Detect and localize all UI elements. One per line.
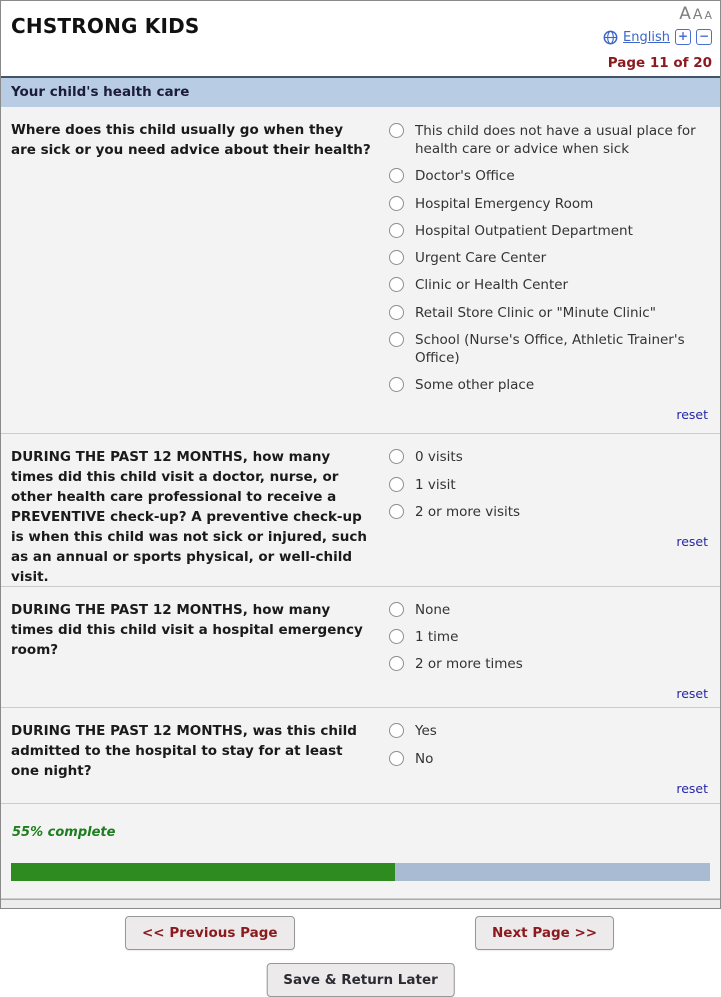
radio-button-icon[interactable] xyxy=(389,656,404,671)
question-text: Where does this child usually go when they are sick or you need advice about their health? xyxy=(11,122,371,158)
radio-button-icon[interactable] xyxy=(389,332,404,347)
font-size-small-button[interactable]: A xyxy=(704,9,712,22)
font-size-large-button[interactable]: A xyxy=(679,4,691,24)
radio-option[interactable] xyxy=(389,628,710,646)
radio-button-icon[interactable] xyxy=(389,629,404,644)
section-title-bar: Your child's health care xyxy=(1,78,720,107)
font-size-controls xyxy=(603,4,712,26)
radio-option[interactable] xyxy=(389,750,710,768)
radio-option[interactable] xyxy=(389,249,710,267)
radio-option[interactable] xyxy=(389,476,710,494)
radio-option-label: 2 or more times xyxy=(415,656,523,673)
radio-option[interactable] xyxy=(389,376,710,394)
radio-option-label: Some other place xyxy=(415,377,535,394)
app-title: CHSTRONG KIDS xyxy=(11,14,200,38)
radio-button-icon[interactable] xyxy=(389,305,404,320)
radio-button-icon[interactable] xyxy=(389,277,404,292)
radio-option[interactable] xyxy=(389,122,710,158)
radio-button-icon[interactable] xyxy=(389,123,404,138)
question-options xyxy=(389,448,710,581)
radio-option-label: Doctor's Office xyxy=(415,168,515,185)
question-options xyxy=(389,121,710,429)
radio-option[interactable] xyxy=(389,222,710,240)
reset-row xyxy=(389,530,710,556)
header-controls xyxy=(603,4,712,45)
reset-link[interactable]: reset xyxy=(676,780,708,796)
radio-option-label: This child does not have a usual place for health care or advice when sick xyxy=(415,123,696,158)
radio-option-label: Hospital Outpatient Department xyxy=(415,222,633,239)
question-block-usual-place xyxy=(1,107,720,434)
header xyxy=(1,1,720,78)
radio-button-icon[interactable] xyxy=(389,377,404,392)
progress-section xyxy=(1,804,720,899)
radio-button-icon[interactable] xyxy=(389,602,404,617)
radio-button-icon[interactable] xyxy=(389,196,404,211)
radio-option-label: Yes xyxy=(415,723,437,740)
radio-option-label: School (Nurse's Office, Athletic Trainer's Office) xyxy=(415,331,685,366)
radio-option[interactable] xyxy=(389,655,710,673)
radio-button-icon[interactable] xyxy=(389,477,404,492)
progress-bar xyxy=(11,863,710,881)
radio-option[interactable] xyxy=(389,167,710,185)
radio-button-icon[interactable] xyxy=(389,723,404,738)
font-size-medium-button[interactable]: A xyxy=(692,7,703,23)
radio-option[interactable] xyxy=(389,276,710,294)
radio-option-label: 1 time xyxy=(415,628,459,645)
progress-label: 55% complete xyxy=(12,825,116,840)
question-block-emergency-room xyxy=(1,587,720,709)
page-indicator: Page 11 of 20 xyxy=(607,55,712,71)
radio-option[interactable] xyxy=(389,448,710,466)
next-page-button[interactable]: Next Page >> xyxy=(475,916,614,950)
reset-row xyxy=(389,403,710,429)
question-block-hospital-admission xyxy=(1,708,720,804)
question-options xyxy=(389,601,710,704)
radio-option-label: None xyxy=(415,601,451,618)
radio-option[interactable] xyxy=(389,195,710,213)
radio-option-label: 2 or more visits xyxy=(415,503,521,520)
page-bottom-edge xyxy=(1,899,720,908)
save-return-later-button[interactable]: Save & Return Later xyxy=(266,963,455,997)
language-row xyxy=(603,29,712,45)
progress-bar-fill xyxy=(11,863,395,881)
reset-row xyxy=(389,777,710,803)
radio-option[interactable] xyxy=(389,304,710,322)
radio-option-label: 1 visit xyxy=(415,476,456,493)
radio-option-label: Urgent Care Center xyxy=(415,250,547,267)
radio-option-label: Hospital Emergency Room xyxy=(415,195,594,212)
radio-button-icon[interactable] xyxy=(389,250,404,265)
reset-row xyxy=(389,682,710,708)
zoom-in-button[interactable]: + xyxy=(675,29,691,45)
radio-option[interactable] xyxy=(389,331,710,367)
radio-button-icon[interactable] xyxy=(389,168,404,183)
language-link[interactable]: English xyxy=(623,29,670,45)
question-options xyxy=(389,722,710,799)
question-text: DURING THE PAST 12 MONTHS, how many times did this child visit a doctor, nurse, or other health care professional to receive a PREVENTIVE check-up? A preventive check-up is when this child was not sick or injured, such as an annual or sports physical, or well-child visit. xyxy=(11,449,367,586)
question-block-preventive-checkup xyxy=(1,434,720,586)
radio-option[interactable] xyxy=(389,503,710,521)
zoom-out-button[interactable]: − xyxy=(696,29,712,45)
reset-link[interactable]: reset xyxy=(676,407,708,423)
radio-option-label: 0 visits xyxy=(415,449,463,466)
radio-option[interactable] xyxy=(389,722,710,740)
radio-button-icon[interactable] xyxy=(389,751,404,766)
radio-option-label: Retail Store Clinic or "Minute Clinic" xyxy=(415,304,656,321)
globe-icon xyxy=(603,30,618,45)
radio-button-icon[interactable] xyxy=(389,504,404,519)
reset-link[interactable]: reset xyxy=(676,686,708,702)
previous-page-button[interactable]: << Previous Page xyxy=(125,916,295,950)
question-text: DURING THE PAST 12 MONTHS, how many times did this child visit a hospital emergency room? xyxy=(11,601,363,658)
radio-button-icon[interactable] xyxy=(389,449,404,464)
radio-option-label: Clinic or Health Center xyxy=(415,277,569,294)
question-text: DURING THE PAST 12 MONTHS, was this child admitted to the hospital to stay for at least one night? xyxy=(11,723,357,780)
radio-button-icon[interactable] xyxy=(389,223,404,238)
reset-link[interactable]: reset xyxy=(676,534,708,550)
radio-option-label: No xyxy=(415,750,434,767)
radio-option[interactable] xyxy=(389,601,710,619)
